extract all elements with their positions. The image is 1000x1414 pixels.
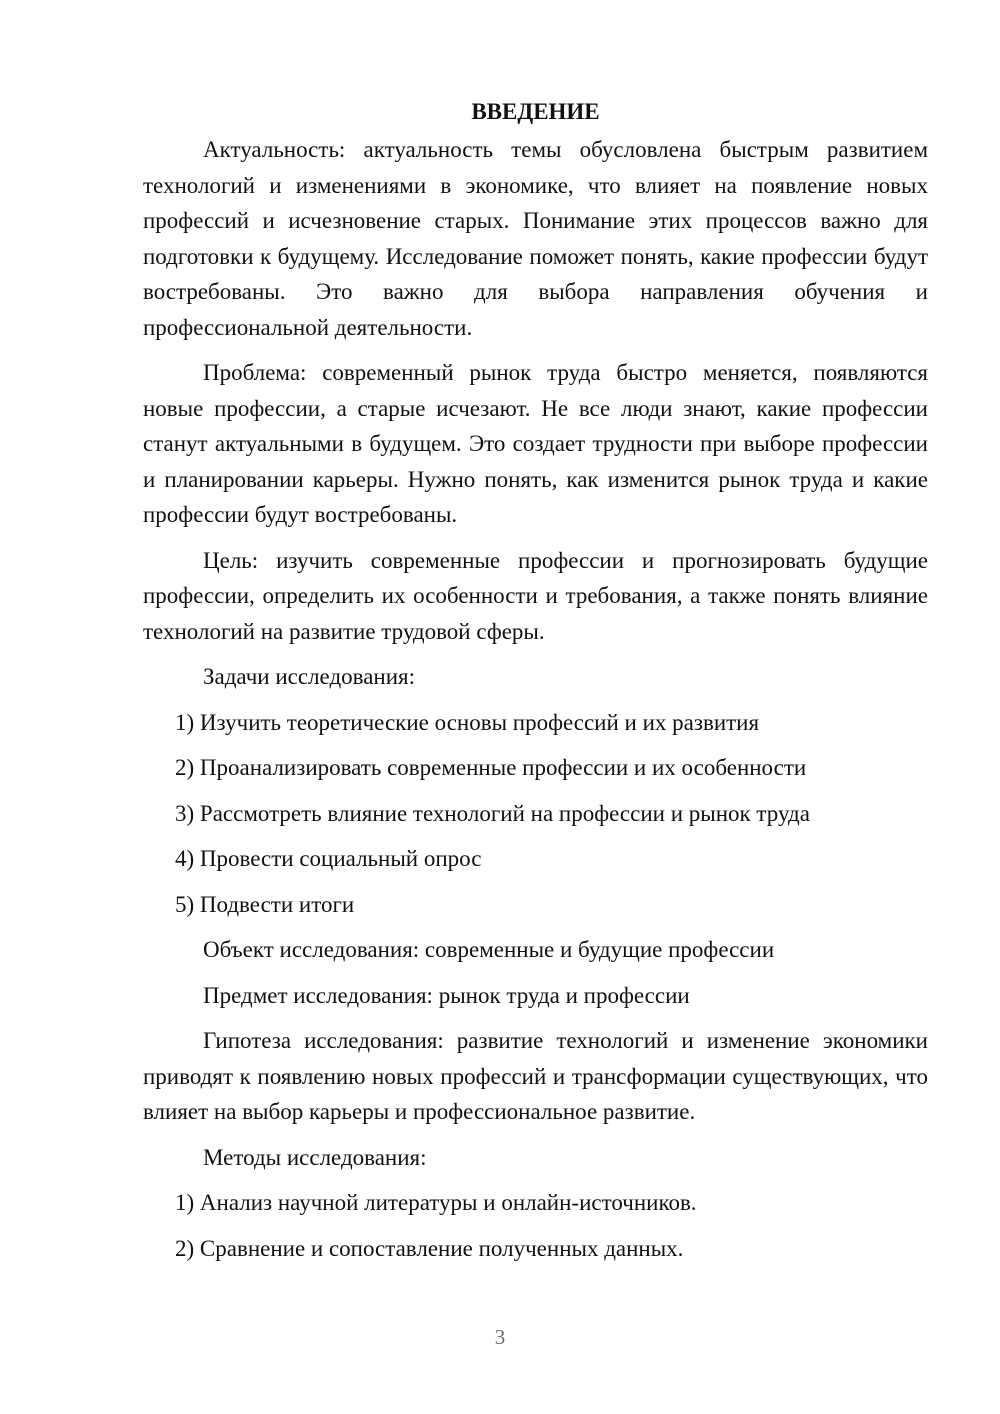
relevance-paragraph: Актуальность: актуальность темы обусловлена быстрым развитием технологий и изменениями в экономике, что влияет на появление новых профессий и исчезновение старых. Понимание этих процессов важно для подготовки к будущему. Исследование поможет понять, какие профессии будут востребованы. Это важно для выбора направления обучения и профессиональной деятельности.: [143, 137, 928, 340]
research-subject: Предмет исследования: рынок труда и профессии: [203, 982, 690, 1008]
document-body: [143, 94, 928, 1276]
list-item: 5) Подвести итоги: [175, 891, 355, 917]
list-item: 1) Анализ научной литературы и онлайн-источников.: [175, 1190, 697, 1215]
hypothesis-paragraph: Гипотеза исследования: развитие технологий и изменение экономики приводят к появлению новых профессий и трансформации существующих, что влияет на выбор карьеры и профессиональное развитие.: [143, 1028, 928, 1124]
problem-paragraph: Проблема: современный рынок труда быстро меняется, появляются новые профессии, а старые исчезают. Не все люди знают, какие профессии станут актуальными в будущем. Это создает трудности при выборе профессии и планировании карьеры. Нужно понять, как изменится рынок труда и какие профессии будут востребованы.: [143, 360, 928, 527]
list-item: 1) Изучить теоретические основы профессий и их развития: [175, 709, 760, 735]
methods-list: [143, 1185, 928, 1266]
methods-heading: Методы исследования:: [203, 1144, 427, 1170]
goal-paragraph: Цель: изучить современные профессии и прогнозировать будущие профессии, определить их особенности и требования, а также понять влияние технологий на развитие трудовой сферы.: [143, 547, 928, 644]
tasks-heading: Задачи исследования:: [203, 664, 416, 689]
research-object: Объект исследования: современные и будущие профессии: [203, 937, 775, 962]
tasks-list: [143, 705, 928, 923]
list-item: 2) Проанализировать современные профессии и их особенности: [175, 755, 807, 780]
section-title: ВВЕДЕНИЕ: [471, 99, 600, 124]
list-item: 3) Рассмотреть влияние технологий на профессии и рынок труда: [175, 800, 810, 826]
list-item: 4) Провести социальный опрос: [175, 846, 482, 871]
list-item: 2) Сравнение и сопоставление полученных данных.: [175, 1235, 684, 1261]
page-number: 3: [494, 1325, 506, 1349]
